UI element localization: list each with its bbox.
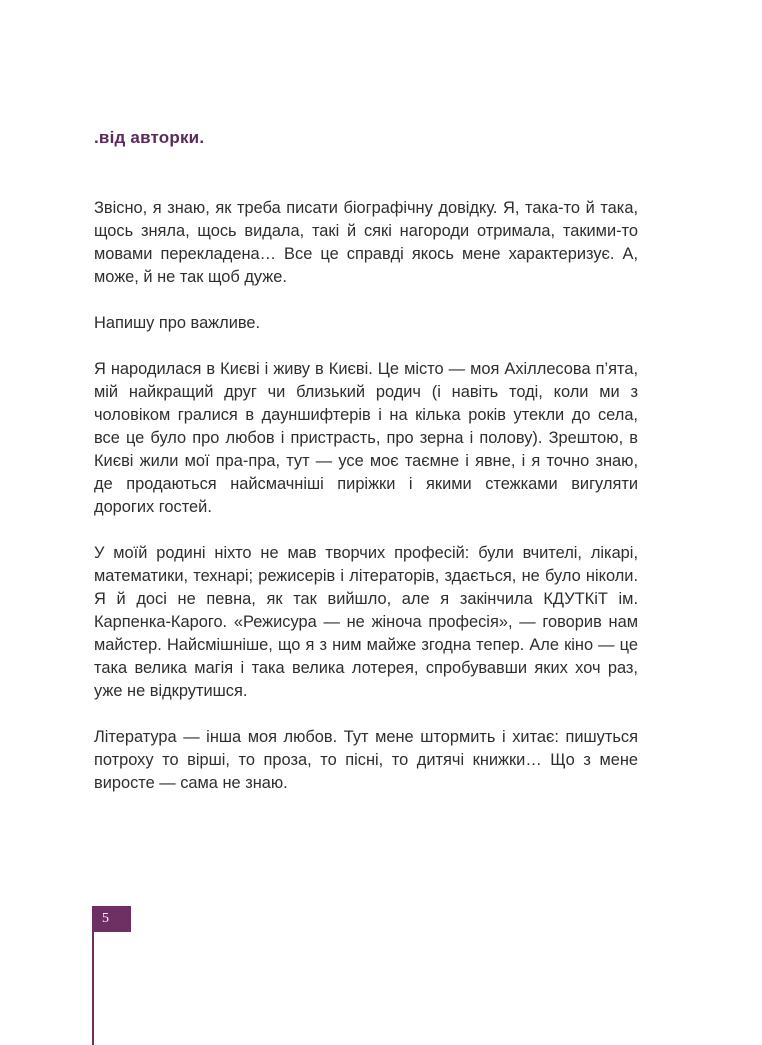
paragraph-important: Напишу про важливе. [94,314,261,332]
author-note-body [94,197,638,818]
paragraph-intro: Звісно, я знаю, як треба писати біографічну довідку. Я, така-то й така, щось зняла, щось видала, такі й сякі нагороди отримала, такими-то мовами перекладена… Все це справді якось мене характеризує. А, може, й не так щоб дуже. [94,199,638,286]
paragraph-literature: Література — інша моя любов. Тут мене штормить і хитає: пишуться потроху то вірші, то проза, то пісні, то дитячі книжки… Що з мене виросте — сама не знаю. [94,728,638,792]
section-heading: .від авторки. [94,128,205,147]
page-number: 5 [94,906,131,932]
paragraph-family: У моїй родині ніхто не мав творчих професій: були вчителі, лікарі, математики, технарі; режисерів і літераторів, здається, не було ніколи. Я й досі не певна, як так вийшло, але я закінчила КДУТКіТ ім. Карпенка-Карого. «Режисура — не жіноча професія», — говорив нам майстер. Найсмішніше, що я з ним майже згодна тепер. Але кіно — це така велика магія і така велика лотерея, спробувавши яких хоч раз, уже не відкрутишся. [94,544,638,700]
paragraph-kyiv: Я народилася в Києві і живу в Києві. Це місто — моя Ахіллесова п’ята, мій найкращий друг чи близький родич (і навіть тоді, коли ми з чоловіком гралися в дауншифтерів і на кілька років утекли до села, все це було про любов і пристрасть, про зерна і полову). Зрештою, в Києві жили мої пра-пра, тут — усе моє таємне і явне, і я точно знаю, де продаються найсмачніші пиріжки і якими стежками вигуляти дорогих гостей. [94,360,638,516]
